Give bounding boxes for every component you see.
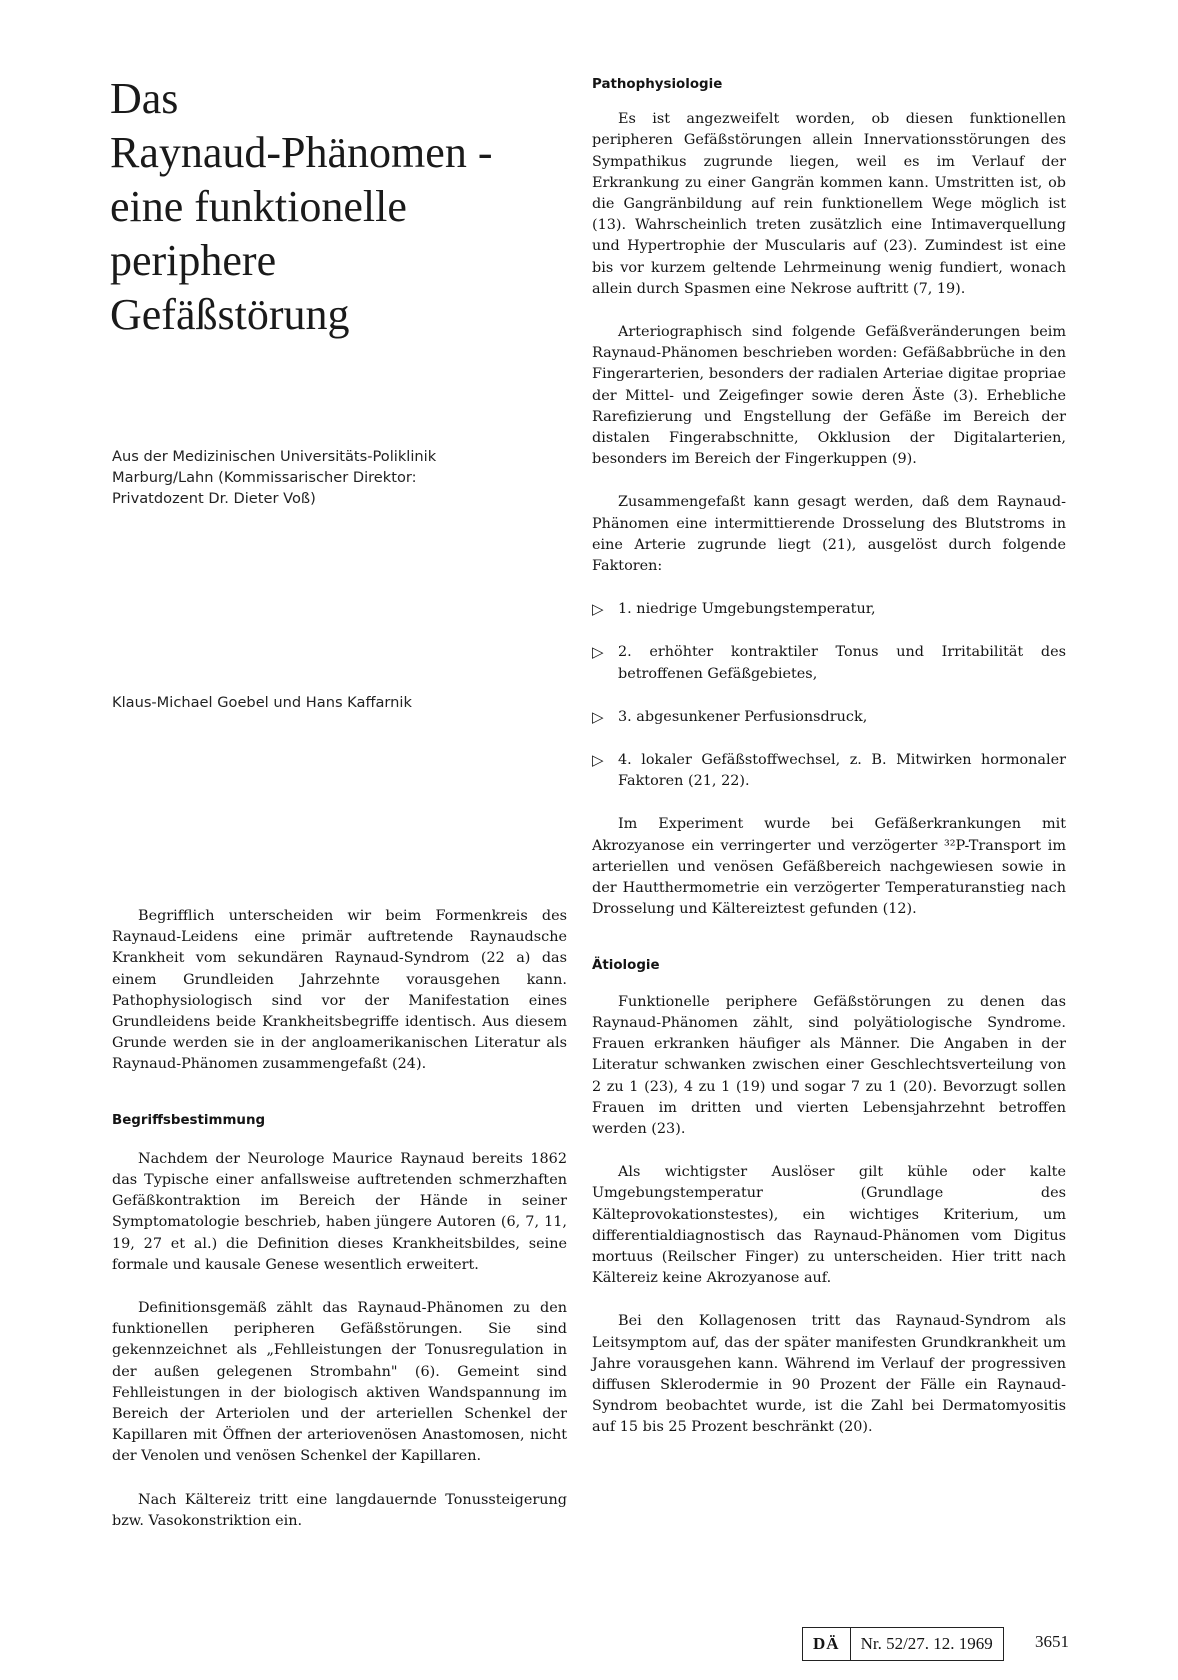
section-heading-aetiologie: Ätiologie [592,957,660,973]
issue-date: Nr. 52/27. 12. 1969 [860,1634,993,1653]
title-line: periphere [110,236,277,285]
affiliation-line: Privatdozent Dr. Dieter Voß) [112,490,316,507]
body-paragraph: Definitionsgemäß zählt das Raynaud-Phänomen zu den funktionellen peripheren Gefäßstörungen. Sie sind gekennzeichnet als „Fehlleistungen der Tonusregulation in der außen gelegenen Strombahn" (6). Gemeint sind Fehlleistungen in der biologisch aktiven Wandspannung im Bereich der Arteriolen und der arteriellen Schenkel der Kapillaren mit Öffnen der arteriovenösen Anastomosen, nicht der Venolen und venösen Schenkel der Kapillaren. [112,1300,567,1465]
affiliation-line: Aus der Medizinischen Universitäts-Poliklinik [112,448,437,465]
triangle-bullet-icon: ▷ [592,600,604,619]
factor-list-item [592,599,1066,620]
title-line: Das [110,74,179,123]
title-line: Raynaud-Phänomen - [110,128,493,177]
body-paragraph: Bei den Kollagenosen tritt das Raynaud-Syndrom als Leitsymptom auf, das der später manifesten Grundkrankheit um Jahre vorausgehen kann. Während im Verlauf der progressiven diffusen Sklerodermie in 90 Prozent der Fälle ein Raynaud-Syndrom beobachtet wurde, ist die Zahl bei Dermatomyositis auf 15 bis 25 Prozent beschränkt (20). [592,1313,1066,1436]
factor-text: 4. lokaler Gefäßstoffwechsel, z. B. Mitwirken hormonaler Faktoren (21, 22). [618,752,1066,790]
article-title [110,72,580,342]
factor-text: 3. abgesunkener Perfusionsdruck, [618,708,868,725]
body-paragraph: Nach Kältereiz tritt eine langdauernde Tonussteigerung bzw. Vasokonstriktion ein. [112,1491,567,1529]
journal-abbreviation: DÄ [803,1628,851,1660]
title-line: eine funktionelle [110,182,407,231]
intro-paragraph: Begrifflich unterscheiden wir beim Formenkreis des Raynaud-Leidens eine primär auftretende Raynaudsche Krankheit vom sekundären Raynaud-Syndrom (22 a) das einem Grundleiden Jahrzehnte vorausgehen kann. Pathophysiologisch sind vor der Manifestation eines Grundleidens beide Krankheitsbegriffe identisch. Aus diesem Grunde werden sie in der angloamerikanischen Literatur als Raynaud-Phänomen zusammengefaßt (24). [112,908,567,1073]
section-heading-begriffsbestimmung: Begriffsbestimmung [112,1112,266,1128]
authors: Klaus-Michael Goebel und Hans Kaffarnik [112,694,412,711]
body-paragraph: Funktionelle periphere Gefäßstörungen zu denen das Raynaud-Phänomen zählt, sind polyätiologische Syndrome. Frauen erkranken häufiger als Männer. Die Angaben in der Literatur schwanken zwischen einer Geschlechtsverteilung von 2 zu 1 (23), 4 zu 1 (19) und sogar 7 zu 1 (20). Bevorzugt sollen Frauen im dritten und vierten Lebensjahrzehnt betroffen werden (23). [592,993,1066,1137]
factor-text: 1. niedrige Umgebungstemperatur, [618,601,876,618]
section-heading-pathophysiologie: Pathophysiologie [592,77,723,92]
triangle-bullet-icon: ▷ [592,751,604,770]
factor-list-item [592,750,1066,792]
affiliation [112,446,542,509]
body-paragraph: Arteriographisch sind folgende Gefäßveränderungen beim Raynaud-Phänomen beschrieben worden: Gefäßabbrüche in den Fingerarterien, besonders der radialen Arteriae digitae propriae der Mittel- und Zeigefinger sowie deren Äste (3). Erhebliche Rarefizierung und Engstellung der Gefäße im Bereich der distalen Fingerabschnitte, Okklusion der Digitalarterien, besonders im Bereich der Fingerkuppen (9). [592,324,1066,468]
right-column [592,74,1066,1439]
page-number: 3651 [1035,1632,1069,1651]
title-line: Gefäßstörung [110,290,350,339]
left-column [112,906,567,1532]
triangle-bullet-icon: ▷ [592,707,604,726]
body-paragraph: Es ist angezweifelt worden, ob diesen funktionellen peripheren Gefäßstörungen allein Innervationsstörungen des Sympathikus zugrunde liegen, weil es im Verlauf der Erkrankung zu einer Gangrän kommen kann. Umstritten ist, ob die Gangränbildung auf rein funktionellem Wege möglich ist (13). Wahrscheinlich treten zusätzlich eine Intimaverquellung und Hypertrophie der Muscularis auf (23). Zumindest ist eine bis vor kurzem geltende Lehrmeinung wenig fundiert, wonach allein durch Spasmen eine Nekrose auftritt (7, 19). [592,111,1066,297]
triangle-bullet-icon: ▷ [592,643,604,662]
body-paragraph: Als wichtigster Auslöser gilt kühle oder kalte Umgebungstemperatur (Grundlage des Kälteprovokationstestes), ein wichtiges Kriterium, um differentialdiagnostisch das Raynaud-Phänomen vom Digitus mortuus (Reilscher Finger) zu unterscheiden. Hier tritt nach Kältereiz keine Akrozyanose auf. [592,1164,1066,1287]
affiliation-line: Marburg/Lahn (Kommissarischer Direktor: [112,469,417,486]
body-paragraph: Im Experiment wurde bei Gefäßerkrankungen mit Akrozyanose ein verringerter und verzögerter ³²P-Transport im arteriellen und venösen Gefäßbereich nachgewiesen sowie in der Hautthermometrie ein verzögerter Temperaturanstieg nach Drosselung und Kältereiztest gefunden (12). [592,816,1066,918]
journal-footer-box [802,1627,1004,1661]
factor-list-item [592,642,1066,684]
factor-list-item [592,707,1066,728]
factor-text: 2. erhöhter kontraktiler Tonus und Irritabilität des betroffenen Gefäßgebietes, [618,644,1066,682]
body-paragraph: Nachdem der Neurologe Maurice Raynaud bereits 1862 das Typische einer anfallsweise auftretenden schmerzhaften Gefäßkontraktion im Bereich der Hände in seiner Symptomatologie beschrieb, haben jüngere Autoren (6, 7, 11, 19, 27 et al.) die Definition dieses Krankheitsbildes, seine formale und kausale Genese wesentlich erweitert. [112,1150,567,1273]
body-paragraph: Zusammengefaßt kann gesagt werden, daß dem Raynaud-Phänomen eine intermittierende Drosselung des Blutstroms in eine Arterie zugrunde liegt (21), ausgelöst durch folgende Faktoren: [592,494,1066,575]
